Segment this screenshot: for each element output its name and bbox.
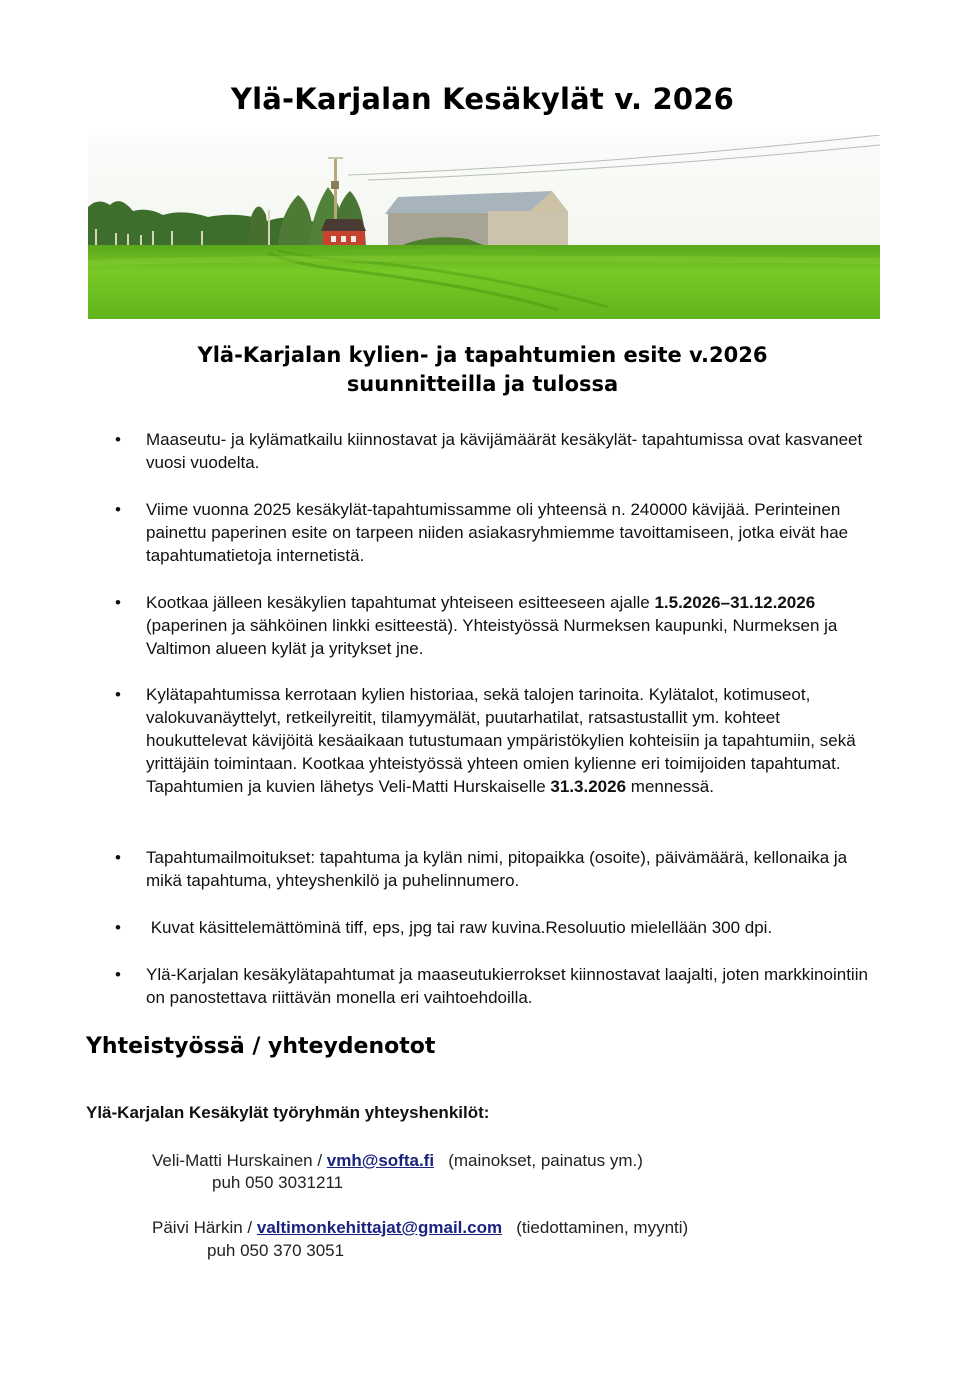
bullet-icon: • — [115, 965, 121, 984]
subtitle-line-1: Ylä-Karjalan kylien- ja tapahtumien esite v.2026 — [197, 343, 768, 367]
bullet-icon: • — [115, 430, 121, 449]
contact-name: Veli-Matti Hurskainen / — [152, 1151, 327, 1170]
subtitle-line-2: suunnitteilla ja tulossa — [346, 372, 619, 396]
bullet-icon: • — [115, 848, 121, 867]
contact-row — [152, 1216, 688, 1239]
bullet-icon: • — [115, 593, 121, 612]
contact-name: Päivi Härkin / — [152, 1218, 257, 1237]
text-segment: (paperinen ja sähköinen linkki esitteestä). Yhteistyössä Nurmeksen kaupunki, Nurmeksen ja Valtimon alueen kylät ja yritykset jne. — [146, 616, 838, 658]
list-item-text: Kuvat käsittelemättöminä tiff, eps, jpg tai raw kuvina.Resoluutio mielellään 300 dpi. — [146, 918, 773, 937]
bullet-icon: • — [115, 918, 121, 937]
team-heading: Ylä-Karjalan Kesäkylät työryhmän yhteyshenkilöt: — [86, 1103, 490, 1122]
list-item-text — [146, 591, 885, 660]
bullet-icon: • — [115, 685, 121, 704]
contact-row — [152, 1149, 643, 1172]
list-item — [115, 963, 885, 1009]
list-item — [115, 591, 885, 660]
hero-image-rural-landscape — [88, 135, 880, 319]
list-item — [115, 846, 885, 892]
list-item — [115, 683, 885, 798]
list-item — [115, 428, 885, 474]
document-title: Ylä-Karjalan Kesäkylät v. 2026 — [230, 82, 735, 116]
email-link[interactable]: valtimonkehittajat@gmail.com — [256, 1218, 503, 1237]
spacer — [434, 1151, 448, 1170]
section-heading-contacts: Yhteistyössä / yhteydenotot — [86, 1034, 436, 1059]
contact-role: (mainokset, painatus ym.) — [448, 1151, 643, 1170]
subtitle — [0, 341, 965, 399]
date-range: 1.5.2026–31.12.2026 — [654, 593, 816, 612]
deadline-date: 31.3.2026 — [550, 777, 627, 796]
email-link[interactable]: vmh@softa.fi — [326, 1151, 435, 1170]
contact-phone: puh 050 370 3051 — [207, 1241, 345, 1260]
list-item — [115, 916, 885, 939]
bullet-icon: • — [115, 500, 121, 519]
list-item-text: Tapahtumailmoitukset: tapahtuma ja kylän nimi, pitopaikka (osoite), päivämäärä, kellonaika ja mikä tapahtuma, yhteyshenkilö ja puhelinnumero. — [146, 848, 848, 890]
list-item-text: Maaseutu- ja kylämatkailu kiinnostavat ja kävijämäärät kesäkylät- tapahtumissa ovat kasvaneet vuosi vuodelta. — [146, 430, 863, 472]
contact-role: (tiedottaminen, myynti) — [516, 1218, 689, 1237]
list-item-text: Ylä-Karjalan kesäkylätapahtumat ja maaseutukierrokset kiinnostavat laajalti, joten markkinointiin on panostettava riittävän monella eri vaihtoehdoilla. — [146, 965, 868, 1007]
list-item-text — [146, 683, 885, 798]
text-segment: Kylätapahtumissa kerrotaan kylien historiaa, sekä talojen tarinoita. Kylätalot, kotimuseot, valokuvanäyttelyt, retkeilyreitit, tilamyymälät, puutarhatilat, ratsastustallit ym. kohteet houkuttelevat kävijöitä kesäaikaan tutustumaan ympäristökylien kohteisiin ja tapahtumiin, sekä yrittäjäin toimintaan. Kootkaa yhteistyössä yhteen omien kylienne eri toimijoiden tapahtumat. Tapahtumien ja kuvien lähetys Veli-Matti Hurskaiselle — [146, 685, 856, 796]
contact-phone: puh 050 3031211 — [212, 1173, 344, 1192]
landscape-illustration — [88, 135, 880, 319]
spacer — [502, 1218, 516, 1237]
text-segment: Kootkaa jälleen kesäkylien tapahtumat yhteiseen esitteeseen ajalle — [146, 593, 655, 612]
list-item — [115, 498, 885, 567]
text-segment: mennessä. — [626, 777, 714, 796]
list-item-text: Viime vuonna 2025 kesäkylät-tapahtumissamme oli yhteensä n. 240000 kävijää. Perinteinen painettu paperinen esite on tarpeen niiden asiakasryhmiemme tavoittamiseen, jotka eivät hae tapahtumatietoja internetistä. — [146, 500, 849, 565]
